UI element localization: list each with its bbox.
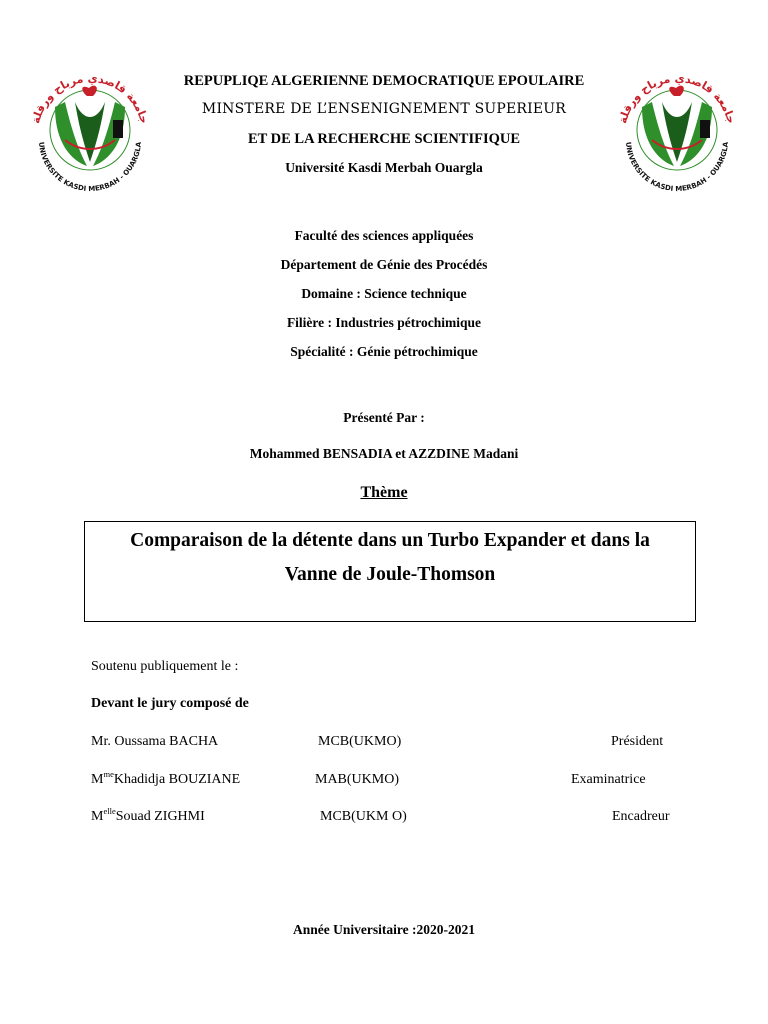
jury-member-grade: MAB(UKMO) — [315, 772, 399, 787]
jury-member-grade: MCB(UKM O) — [320, 809, 407, 824]
svg-text:جامعة قاصدي مرباح ورقلة: جامعة قاصدي مرباح ورقلة — [616, 71, 738, 125]
soutenu-label: Soutenu publiquement le : — [91, 659, 239, 674]
svg-text:جامعة قاصدي مرباح ورقلة: جامعة قاصدي مرباح ورقلة — [29, 71, 151, 125]
svg-text:UNIVERSITE KASDI MERBAH - OUAR: UNIVERSITE KASDI MERBAH - OUARGLA — [623, 141, 731, 192]
jury-member-role: Examinatrice — [571, 772, 646, 787]
specialite: Spécialité : Génie pétrochimique — [290, 344, 478, 359]
header-research: ET DE LA RECHERCHE SCIENTIFIQUE — [247, 131, 521, 147]
theme-title-box — [84, 521, 696, 622]
theme-title — [85, 522, 695, 592]
header-ministry: MINSTERE DE L’ENSENIGNEMENT SUPERIEUR — [201, 101, 567, 117]
theme-title-line1: Comparaison de la détente dans un Turbo Expander et dans la — [130, 530, 650, 551]
department: Département de Génie des Procédés — [280, 257, 488, 272]
theme-label: Thème — [360, 484, 408, 501]
academic-year: Année Universitaire :2020-2021 — [293, 922, 475, 937]
faculty: Faculté des sciences appliquées — [294, 228, 474, 243]
filiere: Filière : Industries pétrochimique — [286, 315, 482, 330]
jury-label: Devant le jury composé de — [91, 696, 249, 711]
header-university: Université Kasdi Merbah Ouargla — [285, 160, 483, 175]
jury-member-name: $M^{elle}Souad$ ZIGHMI — [91, 806, 205, 824]
presented-label: Présenté Par : — [343, 410, 425, 425]
jury-member-role: Encadreur — [612, 809, 670, 824]
jury-member-role: Président — [611, 734, 664, 749]
domain: Domaine : Science technique — [301, 286, 467, 301]
authors: Mohammed BENSADIA et AZZDINE Madani — [249, 446, 519, 461]
theme-title-line2: Vanne de Joule-Thomson — [284, 564, 496, 585]
jury-member-name: $M^{me}Khadidja$ BOUZIANE — [91, 769, 241, 787]
header-republic: REPUPLIQE ALGERIENNE DEMOCRATIQUE EPOULAIRE — [183, 73, 585, 89]
jury-member-name: Mr. Oussama BACHA — [91, 734, 219, 749]
svg-text:UNIVERSITE KASDI MERBAH - OUAR: UNIVERSITE KASDI MERBAH - OUARGLA — [36, 141, 144, 192]
jury-member-grade: MCB(UKMO) — [318, 734, 402, 749]
